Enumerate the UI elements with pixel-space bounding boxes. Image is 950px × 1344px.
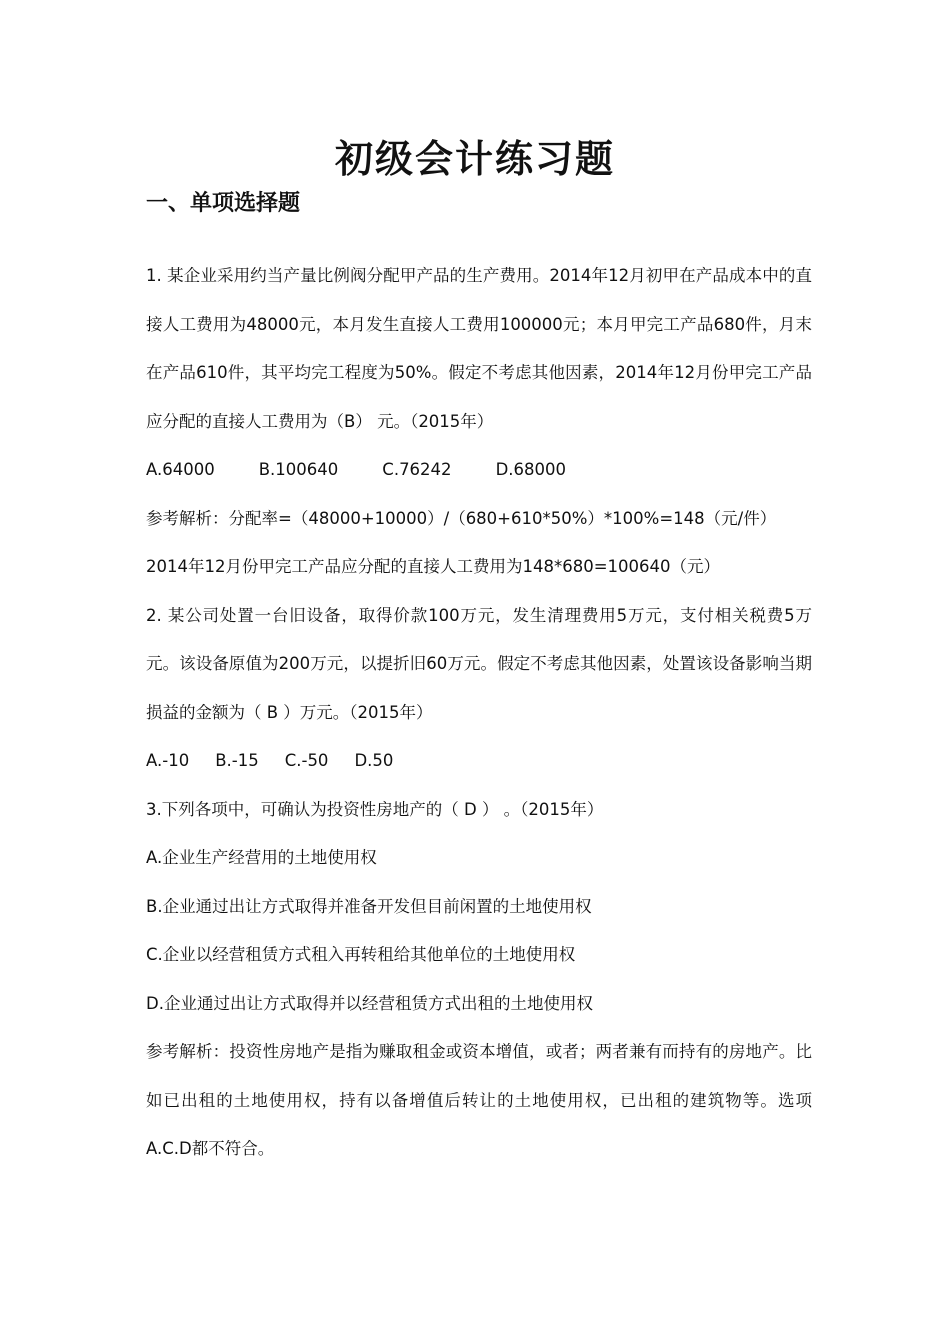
question-2-stem: 2. 某公司处置一台旧设备，取得价款100万元，发生清理费用5万元，支付相关税费5万元。该设备原值为200万元，以提折旧60万元。假定不考虑其他因素，处置该设备影响当期损益的金额为（ B ）万元。（2015年） xyxy=(146,605,812,722)
question-1-analysis-result: 2014年12月份甲完工产品应分配的直接人工费用为148*680=100640（元） xyxy=(146,557,721,576)
question-2-option-a: A.-10 xyxy=(146,751,190,770)
question-3-option-c: C.企业以经营租赁方式租入再转租给其他单位的土地使用权 xyxy=(146,945,576,964)
question-1-stem: 1. 某企业采用约当产量比例阀分配甲产品的生产费用。2014年12月初甲在产品成本中的直接人工费用为48000元，本月发生直接人工费用100000元；本月甲完工产品680件，月末在产品610件，其平均完工程度为50%。假定不考虑其他因素，2014年12月份甲完工产品应分配的直接人工费用为（B） 元。（2015年） xyxy=(146,266,812,431)
question-1-option-b: B.100640 xyxy=(258,460,339,479)
question-1-option-a: A.64000 xyxy=(146,460,215,479)
question-1-analysis: 参考解析：分配率=（48000+10000）/（680+610*50%）*100%=148（元/件） xyxy=(146,508,777,528)
question-2-options xyxy=(146,737,812,786)
question-2-option-b: B.-15 xyxy=(215,751,259,770)
document-title: 初级会计练习题 xyxy=(334,136,615,181)
question-1-options xyxy=(146,446,812,495)
question-3-option-b: B.企业通过出让方式取得并准备开发但目前闲置的土地使用权 xyxy=(146,896,592,916)
question-3-stem: 3.下列各项中，可确认为投资性房地产的（ D ） 。（2015年） xyxy=(146,799,604,819)
document-body xyxy=(146,252,812,1174)
question-1-option-d: D.68000 xyxy=(495,460,567,479)
section-heading: 一、单项选择题 xyxy=(146,190,301,216)
question-2-option-c: C.-50 xyxy=(284,751,329,770)
question-1-option-c: C.76242 xyxy=(382,460,452,479)
question-2-option-d: D.50 xyxy=(354,751,394,770)
question-3-analysis: 参考解析：投资性房地产是指为赚取租金或资本增值，或者；两者兼有而持有的房地产。比如已出租的土地使用权，持有以备增值后转让的土地使用权，已出租的建筑物等。选项A.C.D都不符合。 xyxy=(146,1042,812,1158)
question-3-option-d: D.企业通过出让方式取得并以经营租赁方式出租的土地使用权 xyxy=(146,993,593,1013)
question-3-option-a: A.企业生产经营用的土地使用权 xyxy=(146,848,377,867)
